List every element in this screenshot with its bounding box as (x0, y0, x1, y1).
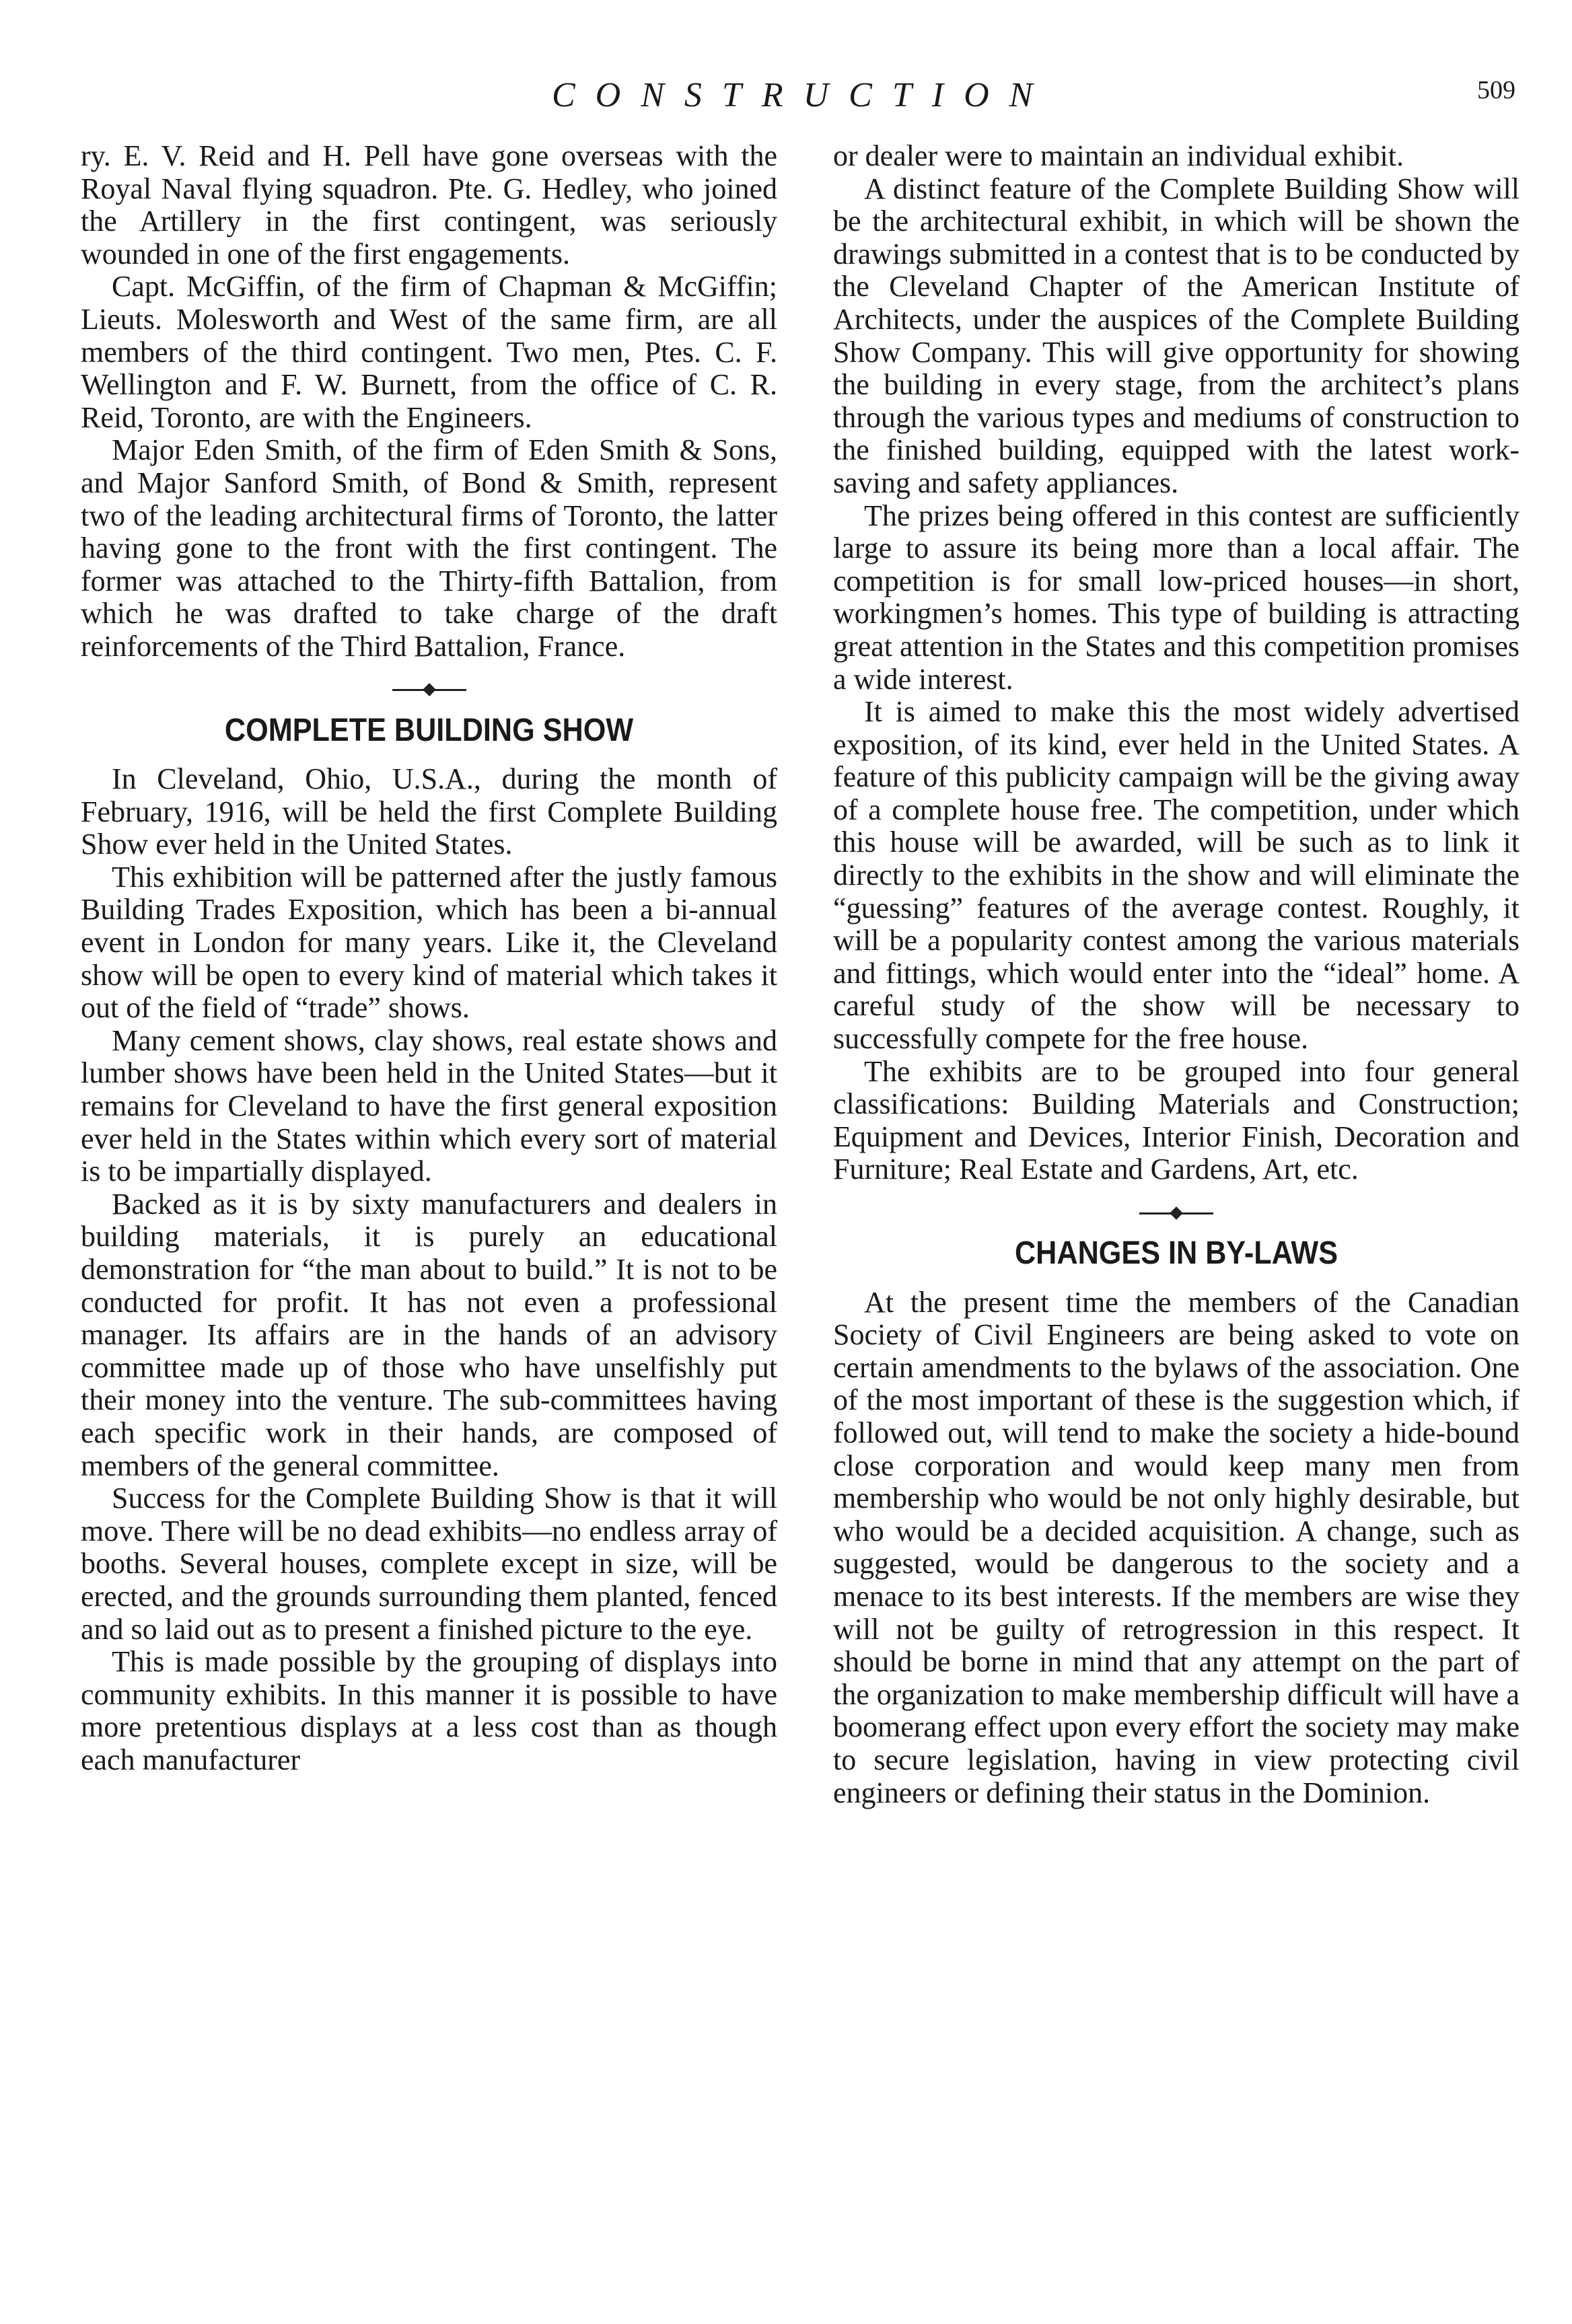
section-divider-ornament (81, 669, 777, 709)
paragraph: The prizes being offered in this contest are sufficiently large to assure its being more than a local affair. The competition is for small low-priced houses—in short, workingmen’s homes. This type of building is attracting great attention in the States and this competition promises a wide interest. (833, 499, 1520, 696)
running-head: CONSTRUCTION (552, 76, 1053, 114)
paragraph: In Cleveland, Ohio, U.S.A., during the month of February, 1916, will be held the first Complete Building Show ever held in the United States. (81, 762, 777, 861)
paragraph: Many cement shows, clay shows, real estate shows and lumber shows have been held in the United States—but it remains for Cleveland to have the first general exposition ever held in the States within which every sort of material is to be impartially displayed. (81, 1023, 777, 1188)
section-divider-ornament (833, 1192, 1520, 1232)
paragraph: or dealer were to maintain an individual exhibit. (833, 139, 1404, 172)
article-heading: CHANGES IN BY-LAWS (1014, 1235, 1338, 1271)
paragraph: The exhibits are to be grouped into four general classifications: Building Materials and Construction; Equipment and Devices, Interior Finish, Decoration and Furniture; Real Estate and Gardens, Art, etc. (833, 1054, 1520, 1186)
left-column (81, 140, 777, 1777)
article-heading: COMPLETE BUILDING SHOW (224, 712, 634, 748)
paragraph: This exhibition will be patterned after the justly famous Building Trades Exposition, which has been a bi-annual event in London for many years. Like it, the Cleveland show will be open to every kind of material which takes it out of the field of “trade” shows. (81, 860, 777, 1025)
paragraph: At the present time the members of the Canadian Society of Civil Engineers are being asked to vote on certain amendments to the bylaws of the association. One of the most important of these is the suggestion which, if followed out, will tend to make the society a hide-bound close corporation and would keep many men from membership who would be not only highly desirable, but who would be a decided acquisition. A change, such as suggested, would be dangerous to the society and a menace to its best interests. If the members are wise they will not be guilty of retrogression in this respect. It should be borne in mind that any attempt on the part of the organization to make membership difficult will have a boomerang effect upon every effort the society may make to secure legislation, having in view protecting civil engineers or defining their status in the Dominion. (833, 1285, 1520, 1809)
right-column (833, 140, 1520, 1809)
paragraph: Success for the Complete Building Show is that it will move. There will be no dead exhibits—no endless array of booths. Several houses, complete except in size, will be erected, and the grounds surrounding them planted, fenced and so laid out as to present a finished picture to the eye. (81, 1482, 777, 1646)
paragraph: It is aimed to make this the most widely advertised exposition, of its kind, ever held in the United States. A feature of this publicity campaign will be the giving away of a complete house free. The competition, under which this house will be awarded, will be such as to link it directly to the exhibits in the show and will eliminate the “guessing” features of the average contest. Roughly, it will be a popularity contest among the various materials and fittings, which would enter into the “ideal” home. A careful study of the show will be necessary to successfully compete for the free house. (833, 695, 1520, 1056)
page-number: 509 (1477, 76, 1515, 104)
paragraph: Major Eden Smith, of the firm of Eden Smith & Sons, and Major Sanford Smith, of Bond & Smith, represent two of the leading architectural firms of Toronto, the latter having gone to the front with the first contingent. The former was attached to the Thirty-fifth Battalion, from which he was drafted to take charge of the draft reinforcements of the Third Battalion, France. (81, 433, 777, 663)
paragraph: A distinct feature of the Complete Building Show will be the architectural exhibit, in which will be shown the drawings submitted in a contest that is to be conducted by the Cleveland Chapter of the American Institute of Architects, under the auspices of the Complete Building Show Company. This will give opportunity for showing the building in every stage, from the architect’s plans through the various types and mediums of construction to the finished building, equipped with the latest work-saving and safety appliances. (833, 172, 1520, 499)
paragraph: This is made possible by the grouping of displays into community exhibits. In this manner it is possible to have more pretentious displays at a less cost than as though each manufacturer (81, 1645, 777, 1776)
paragraph: Capt. McGiffin, of the firm of Chapman & McGiffin; Lieuts. Molesworth and West of the same firm, are all members of the third contingent. Two men, Ptes. C. F. Wellington and F. W. Burnett, from the office of C. R. Reid, Toronto, are with the Engineers. (81, 270, 777, 434)
paragraph: Backed as it is by sixty manufacturers and dealers in building materials, it is purely an educational demonstration for “the man about to build.” It is not to be conducted for profit. It has not even a professional manager. Its affairs are in the hands of an advisory committee made up of those who have unselfishly put their money into the venture. The sub-committees having each specific work in their hands, are composed of members of the general committee. (81, 1187, 777, 1482)
paragraph: ry. E. V. Reid and H. Pell have gone overseas with the Royal Naval flying squadron. Pte. G. Hedley, who joined the Artillery in the first contingent, was seriously wounded in one of the first engagements. (81, 139, 777, 270)
